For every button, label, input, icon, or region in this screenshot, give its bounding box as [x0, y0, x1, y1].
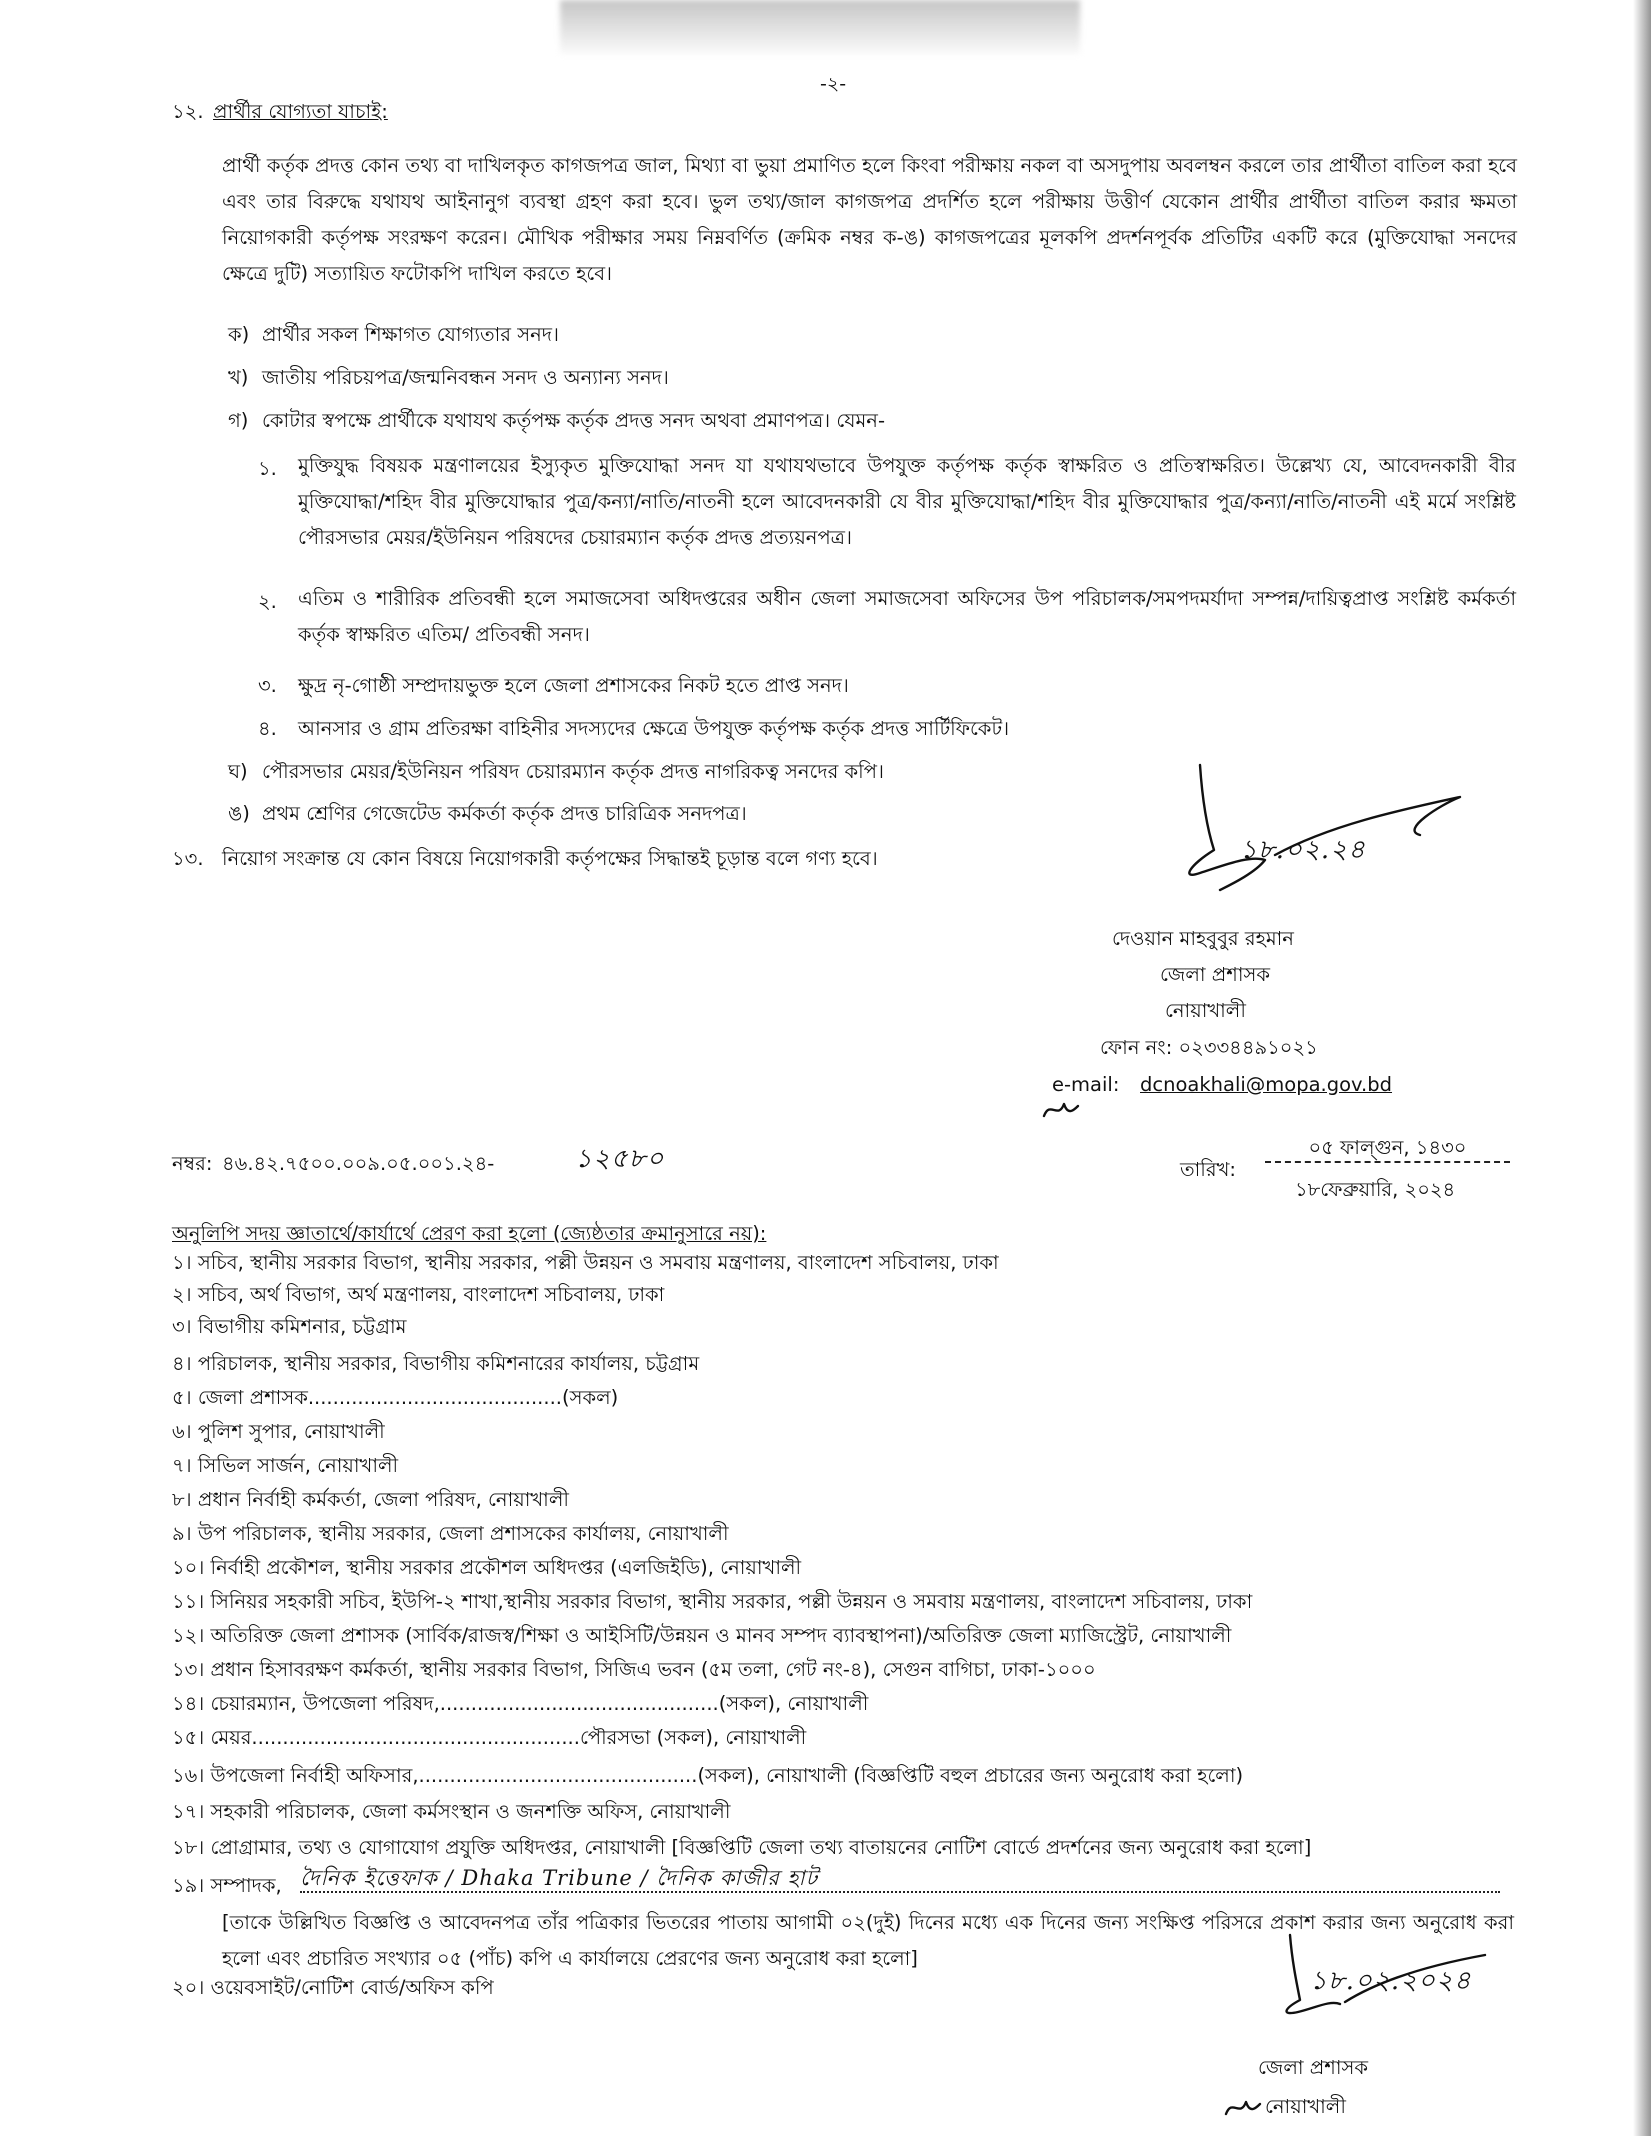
copy-item-19-note: [তাকে উল্লিখিত বিজ্ঞপ্তি ও আবেদনপত্র তাঁর পত্রিকার ভিতরের পাতায় আগামী ০২(দুই) দিনের মধ্যে এক দিনের জন্য সংক্ষিপ্ত পরিসরে প্রকাশ করার জন্য অনুরোধ করা হলো এবং প্রচারিত সংখ্যার ০৫ (পাঁচ) কপি এ কার্যালয়ে প্রেরণের জন্য অনুরোধ করা হলো] [222, 1911, 1515, 1970]
quota-item-2-mark: ২. [258, 590, 277, 613]
copy-item-2: ২। সচিব, অর্থ বিভাগ, অর্থ মন্ত্রণালয়, বাংলাদেশ সচিবালয়, ঢাকা [172, 1283, 665, 1306]
copy-item-7: ৭। সিভিল সার্জন, নোয়াখালী [172, 1454, 399, 1477]
copy-item-3: ৩। বিভাগীয় কমিশনার, চট্টগ্রাম [172, 1315, 407, 1338]
memo-number: ৪৬.৪২.৭৫০০.০০৯.০৫.০০১.২৪- [222, 1152, 495, 1175]
quota-item-3-mark: ৩. [258, 674, 277, 697]
section12-number: ১২. [172, 100, 204, 123]
footer-district: নোয়াখালী [1265, 2095, 1346, 2118]
copy-item-8: ৮। প্রধান নির্বাহী কর্মকর্তা, জেলা পরিষদ, নোয়াখালী [172, 1488, 569, 1511]
signatory-name: দেওয়ান মাহবুবুর রহমান [1112, 927, 1294, 950]
signature-mark [1170, 755, 1500, 905]
memo-label: নম্বর: [172, 1152, 213, 1175]
page-number: -২- [820, 73, 847, 95]
item-ka-mark: ক) [228, 323, 250, 346]
item-kha-mark: খ) [228, 366, 249, 389]
scan-smudge [560, 0, 1080, 55]
item-gha-mark: ঘ) [228, 760, 248, 783]
copy-item-9: ৯। উপ পরিচালক, স্থানীয় সরকার, জেলা প্রশাসকের কার্যালয়, নোয়াখালী [172, 1522, 729, 1545]
item-kha-text: জাতীয় পরিচয়পত্র/জন্মনিবন্ধন সনদ ও অন্যান্য সনদ। [262, 366, 669, 389]
item-umo-text: প্রথম শ্রেণির গেজেটেড কর্মকর্তা কর্তৃক প্রদত্ত চারিত্রিক সনদপত্র। [262, 802, 747, 825]
copy-item-13: ১৩। প্রধান হিসাবরক্ষণ কর্মকর্তা, স্থানীয় সরকার বিভাগ, সিজিএ ভবন (৫ম তলা, গেট নং-৪), সেগুন বাগিচা, ঢাকা-১০০০ [172, 1658, 1096, 1681]
quota-item-4-mark: ৪. [258, 717, 277, 740]
date-label: তারিখ: [1180, 1158, 1236, 1181]
signatory-designation: জেলা প্রশাসক [1160, 963, 1271, 986]
copy-item-15: ১৫। মেয়র.....................................................পৌরসভা (সকল), নোয়াখালী [172, 1726, 807, 1749]
item-ga-mark: গ) [228, 409, 249, 432]
footer-designation: জেলা প্রশাসক [1258, 2056, 1369, 2079]
copy-item-12: ১২। অতিরিক্ত জেলা প্রশাসক (সার্বিক/রাজস্ব/শিক্ষা ও আইসিটি/উন্নয়ন ও মানব সম্পদ ব্যাবস্থাপনা)/অতিরিক্ত জেলা ম্যাজিস্ট্রেট, নোয়াখালী [172, 1624, 1232, 1647]
email-label: e-mail: [1052, 1073, 1120, 1096]
copy-item-6: ৬। পুলিশ সুপার, নোয়াখালী [172, 1420, 385, 1443]
copy-item-10: ১০। নির্বাহী প্রকৌশল, স্থানীয় সরকার প্রকৌশল অধিদপ্তর (এলজিইডি), নোয়াখালী [172, 1556, 802, 1579]
footer-signature-date: ১৮.০২.২০২৪ [1310, 1966, 1472, 1996]
copy-item-20: ২০। ওয়েবসাইট/নোটিশ বোর্ড/অফিস কপি [172, 1976, 494, 1999]
copy-item-19-handwritten: দৈনিক ইত্তেফাক / Dhaka Tribune / দৈনিক কাজীর হাট [300, 1866, 819, 1890]
section13-text: নিয়োগ সংক্রান্ত যে কোন বিষয়ে নিয়োগকারী কর্তৃপক্ষের সিদ্ধান্তই চূড়ান্ত বলে গণ্য হবে। [222, 847, 878, 870]
item-ga-text: কোটার স্বপক্ষে প্রার্থীকে যথাযথ কর্তৃপক্ষ কর্তৃক প্রদত্ত সনদ অথবা প্রমাণপত্র। যেমন- [262, 409, 885, 432]
quota-item-1-text: মুক্তিযুদ্ধ বিষয়ক মন্ত্রণালয়ের ইস্যুকৃত মুক্তিযোদ্ধা সনদ যা যথাযথভাবে উপযুক্ত কর্তৃপক্ষ কর্তৃক স্বাক্ষরিত ও প্রতিস্বাক্ষরিত। উল্লেখ্য যে, আবেদনকারী বীর মুক্তিযোদ্ধা/শহিদ বীর মুক্তিযোদ্ধার পুত্র/কন্যা/নাতি/নাতনী হলে আবেদনকারী যে বীর মুক্তিযোদ্ধা/শহিদ বীর মুক্তিযোদ্ধার পুত্র/কন্যা/নাতি/নাতনী এই মর্মে সংশ্লিষ্ট পৌরসভার মেয়র/ইউনিয়ন পরিষদের চেয়ারম্যান কর্তৃক প্রদত্ত প্রত্যয়নপত্র। [298, 454, 1516, 549]
copy-item-1: ১। সচিব, স্থানীয় সরকার বিভাগ, স্থানীয় সরকার, পল্লী উন্নয়ন ও সমবায় মন্ত্রণালয়, বাংলাদেশ সচিবালয়, ঢাকা [172, 1251, 999, 1274]
quota-item-3-text: ক্ষুদ্র নৃ-গোষ্ঠী সম্প্রদায়ভুক্ত হলে জেলা প্রশাসকের নিকট হতে প্রাপ্ত সনদ। [298, 674, 849, 697]
date-gregorian: ১৮ফেব্রুয়ারি, ২০২৪ [1295, 1178, 1456, 1201]
quota-item-2-text: এতিম ও শারীরিক প্রতিবন্ধী হলে সমাজসেবা অধিদপ্তরের অধীন জেলা সমাজসেবা অফিসের উপ পরিচালক/সমপদমর্যাদা সম্পন্ন/দায়িত্বপ্রাপ্ত সংশ্লিষ্ট কর্মকর্তা কর্তৃক স্বাক্ষরিত এতিম/ প্রতিবন্ধী সনদ। [298, 587, 1516, 646]
signature-date: ১৮.০২.২৪ [1240, 835, 1366, 865]
initial-mark [1040, 1096, 1080, 1124]
email-address: dcnoakhali@mopa.gov.bd [1140, 1073, 1393, 1096]
section13-number: ১৩. [172, 847, 204, 870]
memo-handwritten-number: ১২৫৮০ [575, 1144, 665, 1174]
copy-item-16: ১৬। উপজেলা নির্বাহী অফিসার,.............................................(সকল), নোয়াখালী (বিজ্ঞপ্তিটি বহুল প্রচারের জন্য অনুরোধ করা হলো) [172, 1764, 1244, 1787]
quota-item-4-text: আনসার ও গ্রাম প্রতিরক্ষা বাহিনীর সদস্যদের ক্ষেত্রে উপযুক্ত কর্তৃপক্ষ কর্তৃক প্রদত্ত সার্টিফিকেট। [298, 717, 1010, 740]
signatory-phone: ফোন নং: ০২৩৩৪৪৯১০২১ [1100, 1036, 1318, 1059]
copy-item-19-label: ১৯। সম্পাদক, [172, 1874, 282, 1897]
copy-item-19-dotted-line [300, 1866, 1500, 1893]
copy-item-11: ১১। সিনিয়র সহকারী সচিব, ইউপি-২ শাখা,স্থানীয় সরকার বিভাগ, স্থানীয় সরকার, পল্লী উন্নয়ন ও সমবায় মন্ত্রণালয়, বাংলাদেশ সচিবালয়, ঢাকা [172, 1590, 1253, 1613]
signatory-district: নোয়াখালী [1165, 999, 1246, 1022]
copy-heading: অনুলিপি সদয় জ্ঞাতার্থে/কার্যার্থে প্রেরণ করা হলো (জ্যেষ্ঠতার ক্রমানুসারে নয়): [172, 1222, 767, 1245]
scan-edge-shadow [1633, 0, 1651, 2136]
copy-item-18: ১৮। প্রোগ্রামার, তথ্য ও যোগাযোগ প্রযুক্তি অধিদপ্তর, নোয়াখালী [বিজ্ঞপ্তিটি জেলা তথ্য বাতায়নের নোটিশ বোর্ডে প্রদর্শনের জন্য অনুরোধ করা হলো] [172, 1836, 1312, 1859]
item-gha-text: পৌরসভার মেয়র/ইউনিয়ন পরিষদ চেয়ারম্যান কর্তৃক প্রদত্ত নাগরিকত্ব সনদের কপি। [262, 760, 884, 783]
section12-title: প্রার্থীর যোগ্যতা যাচাই: [213, 100, 388, 123]
copy-item-4: ৪। পরিচালক, স্থানীয় সরকার, বিভাগীয় কমিশনারের কার্যালয়, চট্টগ্রাম [172, 1352, 700, 1375]
quota-item-1-mark: ১. [258, 457, 277, 480]
item-ka-text: প্রার্থীর সকল শিক্ষাগত যোগ্যতার সনদ। [262, 323, 559, 346]
copy-item-5: ৫। জেলা প্রশাসক.........................................(সকল) [172, 1386, 619, 1409]
section12-paragraph: প্রার্থী কর্তৃক প্রদত্ত কোন তথ্য বা দাখিলকৃত কাগজপত্র জাল, মিথ্যা বা ভুয়া প্রমাণিত হলে কিংবা পরীক্ষায় নকল বা অসদুপায় অবলম্বন করলে তার প্রার্থীতা বাতিল করা হবে এবং তার বিরুদ্ধে যথাযথ আইনানুগ ব্যবস্থা গ্রহণ করা হবে। ভুল তথ্য/জাল কাগজপত্র প্রদর্শিত হলে পরীক্ষায় উত্তীর্ণ যেকোন প্রার্থীর প্রার্থীতা বাতিল করার ক্ষমতা নিয়োগকারী কর্তৃপক্ষ সংরক্ষণ করেন। মৌখিক পরীক্ষার সময় নিম্নবর্ণিত (ক্রমিক নম্বর ক-ঙ) কাগজপত্রের মূলকপি প্রদর্শনপূর্বক প্রতিটির একটি করে (মুক্তিযোদ্ধা সনদের ক্ষেত্রে দুটি) সত্যায়িত ফটোকপি দাখিল করতে হবে। [222, 154, 1517, 285]
copy-item-17: ১৭। সহকারী পরিচালক, জেলা কর্মসংস্থান ও জনশক্তি অফিস, নোয়াখালী [172, 1800, 731, 1823]
copy-item-14: ১৪। চেয়ারম্যান, উপজেলা পরিষদ,.............................................(সকল), নোয়াখালী [172, 1692, 869, 1715]
footer-initial-mark [1222, 2094, 1262, 2122]
date-bangla: ০৫ ফাল্গুন, ১৪৩০ [1265, 1136, 1510, 1163]
item-umo-mark: ঙ) [228, 802, 250, 825]
